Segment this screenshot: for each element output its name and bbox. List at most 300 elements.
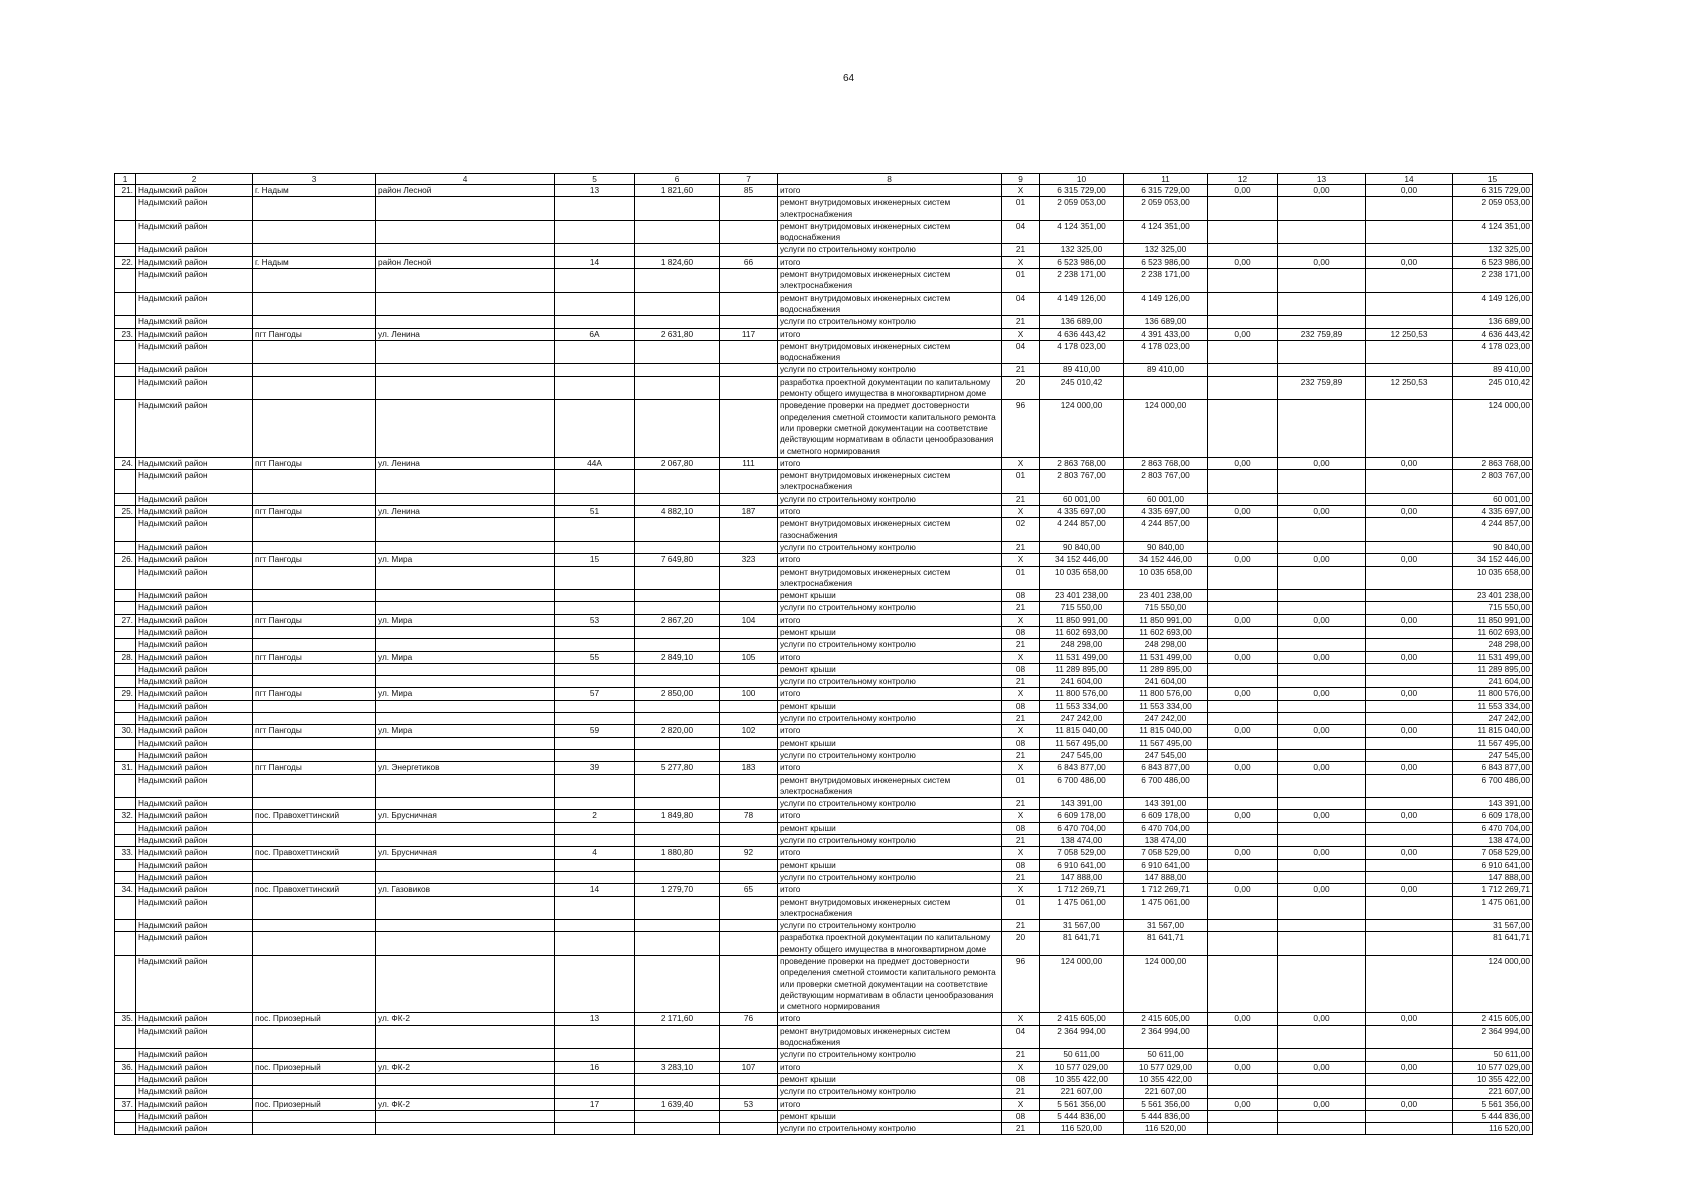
house-cell — [555, 932, 635, 956]
settlement-cell — [253, 626, 376, 638]
col12-cell: 0,00 — [1208, 725, 1278, 737]
settlement-cell: пос. Приозерный — [253, 1061, 376, 1073]
col13-cell: 0,00 — [1278, 614, 1366, 626]
residents-cell — [720, 1123, 778, 1135]
street-cell: ул. ФК-2 — [376, 1013, 555, 1025]
col14-cell — [1366, 316, 1453, 328]
col15-cell: 10 577 029,00 — [1453, 1061, 1533, 1073]
area-cell — [635, 676, 720, 688]
house-cell — [555, 1086, 635, 1098]
col14-cell: 0,00 — [1366, 847, 1453, 859]
col15-cell: 6 843 877,00 — [1453, 762, 1533, 774]
col15-cell: 11 800 576,00 — [1453, 688, 1533, 700]
work-code-cell: 01 — [1002, 269, 1040, 293]
row-number: 33. — [115, 847, 136, 859]
row-number — [115, 700, 136, 712]
col15-cell: 136 689,00 — [1453, 316, 1533, 328]
col15-cell: 143 391,00 — [1453, 798, 1533, 810]
table-row — [115, 798, 1533, 810]
settlement-cell — [253, 541, 376, 553]
column-header-8: 8 — [778, 174, 1002, 185]
house-cell: 15 — [555, 554, 635, 566]
settlement-cell — [253, 713, 376, 725]
work-code-cell: 01 — [1002, 774, 1040, 798]
house-cell — [555, 871, 635, 883]
area-cell — [635, 639, 720, 651]
house-cell — [555, 896, 635, 920]
area-cell — [635, 340, 720, 364]
area-cell: 2 820,00 — [635, 725, 720, 737]
street-cell — [376, 859, 555, 871]
work-type-cell: ремонт внутридомовых инженерных систем электроснабжения — [778, 470, 1002, 494]
district-cell: Надымский район — [136, 956, 253, 1013]
row-number — [115, 626, 136, 638]
total-cost-cell: 11 553 334,00 — [1040, 700, 1124, 712]
street-cell — [376, 470, 555, 494]
total-cost-cell: 2 238 171,00 — [1040, 269, 1124, 293]
work-type-cell: проведение проверки на предмет достоверности определения сметной стоимости капитального ремонта или проверки сметной документации на соответствие действующим нормативам в области ценообразования и сметного нормирования — [778, 400, 1002, 457]
district-cell: Надымский район — [136, 871, 253, 883]
column-header-1: 1 — [115, 174, 136, 185]
row-number — [115, 835, 136, 847]
col15-cell: 2 059 053,00 — [1453, 197, 1533, 221]
work-code-cell: 21 — [1002, 493, 1040, 505]
district-cell: Надымский район — [136, 1098, 253, 1110]
fund-cost-cell: 11 289 895,00 — [1124, 663, 1208, 675]
fund-cost-cell: 89 410,00 — [1124, 364, 1208, 376]
district-cell: Надымский район — [136, 651, 253, 663]
work-type-cell: разработка проектной документации по капитальному ремонту общего имущества в многоквартирном доме — [778, 932, 1002, 956]
house-cell: 57 — [555, 688, 635, 700]
col14-cell — [1366, 364, 1453, 376]
row-number — [115, 713, 136, 725]
table-row — [115, 470, 1533, 494]
total-cost-cell: 11 850 991,00 — [1040, 614, 1124, 626]
area-cell: 4 882,10 — [635, 506, 720, 518]
col12-cell: 0,00 — [1208, 1013, 1278, 1025]
col15-cell: 11 289 895,00 — [1453, 663, 1533, 675]
table-row — [115, 847, 1533, 859]
col13-cell — [1278, 713, 1366, 725]
col15-cell: 1 712 269,71 — [1453, 884, 1533, 896]
col14-cell: 0,00 — [1366, 506, 1453, 518]
area-cell: 7 649,80 — [635, 554, 720, 566]
street-cell — [376, 871, 555, 883]
fund-cost-cell: 6 523 986,00 — [1124, 256, 1208, 268]
street-cell — [376, 541, 555, 553]
col13-cell — [1278, 244, 1366, 256]
area-cell — [635, 737, 720, 749]
table-row — [115, 859, 1533, 871]
col14-cell — [1366, 269, 1453, 293]
col14-cell: 0,00 — [1366, 810, 1453, 822]
col13-cell — [1278, 493, 1366, 505]
residents-cell — [720, 749, 778, 761]
settlement-cell — [253, 220, 376, 244]
row-number: 24. — [115, 457, 136, 469]
settlement-cell — [253, 737, 376, 749]
house-cell: 16 — [555, 1061, 635, 1073]
district-cell: Надымский район — [136, 316, 253, 328]
col12-cell — [1208, 626, 1278, 638]
house-cell — [555, 1025, 635, 1049]
residents-cell — [720, 663, 778, 675]
table-row — [115, 185, 1533, 197]
street-cell — [376, 590, 555, 602]
district-cell: Надымский район — [136, 1086, 253, 1098]
column-header-14: 14 — [1366, 174, 1453, 185]
col13-cell — [1278, 1025, 1366, 1049]
col15-cell: 4 178 023,00 — [1453, 340, 1533, 364]
residents-cell — [720, 737, 778, 749]
col13-cell — [1278, 676, 1366, 688]
fund-cost-cell: 11 850 991,00 — [1124, 614, 1208, 626]
fund-cost-cell: 247 242,00 — [1124, 713, 1208, 725]
col15-cell: 11 531 499,00 — [1453, 651, 1533, 663]
col12-cell: 0,00 — [1208, 554, 1278, 566]
settlement-cell — [253, 859, 376, 871]
col13-cell — [1278, 1086, 1366, 1098]
col13-cell — [1278, 639, 1366, 651]
col12-cell: 0,00 — [1208, 1098, 1278, 1110]
fund-cost-cell: 6 843 877,00 — [1124, 762, 1208, 774]
residents-cell — [720, 400, 778, 457]
col14-cell — [1366, 1025, 1453, 1049]
work-type-cell: ремонт крыши — [778, 700, 1002, 712]
residents-cell — [720, 835, 778, 847]
col14-cell — [1366, 956, 1453, 1013]
column-header-12: 12 — [1208, 174, 1278, 185]
residents-cell — [720, 220, 778, 244]
total-cost-cell: 136 689,00 — [1040, 316, 1124, 328]
row-number: 22. — [115, 256, 136, 268]
col15-cell: 5 444 836,00 — [1453, 1110, 1533, 1122]
area-cell: 2 849,10 — [635, 651, 720, 663]
residents-cell — [720, 932, 778, 956]
col13-cell: 0,00 — [1278, 1098, 1366, 1110]
col15-cell: 6 609 178,00 — [1453, 810, 1533, 822]
total-cost-cell: 10 035 658,00 — [1040, 566, 1124, 590]
col13-cell — [1278, 700, 1366, 712]
street-cell — [376, 626, 555, 638]
work-type-cell: итого — [778, 1013, 1002, 1025]
table-row — [115, 256, 1533, 268]
house-cell: 55 — [555, 651, 635, 663]
table-row — [115, 700, 1533, 712]
col13-cell: 0,00 — [1278, 554, 1366, 566]
total-cost-cell: 248 298,00 — [1040, 639, 1124, 651]
fund-cost-cell: 4 391 433,00 — [1124, 328, 1208, 340]
fund-cost-cell: 143 391,00 — [1124, 798, 1208, 810]
work-code-cell: 96 — [1002, 400, 1040, 457]
work-type-cell: услуги по строительному контролю — [778, 541, 1002, 553]
col12-cell: 0,00 — [1208, 762, 1278, 774]
house-cell: 13 — [555, 1013, 635, 1025]
col13-cell: 0,00 — [1278, 506, 1366, 518]
work-code-cell: 20 — [1002, 376, 1040, 400]
col13-cell — [1278, 400, 1366, 457]
street-cell: ул. Ленина — [376, 328, 555, 340]
col13-cell: 0,00 — [1278, 762, 1366, 774]
district-cell: Надымский район — [136, 590, 253, 602]
district-cell: Надымский район — [136, 566, 253, 590]
col13-cell: 0,00 — [1278, 185, 1366, 197]
col14-cell — [1366, 835, 1453, 847]
area-cell — [635, 822, 720, 834]
table-row — [115, 1098, 1533, 1110]
table-row — [115, 328, 1533, 340]
table-row — [115, 518, 1533, 542]
fund-cost-cell: 1 475 061,00 — [1124, 896, 1208, 920]
work-type-cell: итого — [778, 725, 1002, 737]
work-type-cell: услуги по строительному контролю — [778, 835, 1002, 847]
house-cell: 53 — [555, 614, 635, 626]
row-number — [115, 1073, 136, 1085]
settlement-cell — [253, 292, 376, 316]
work-type-cell: итого — [778, 506, 1002, 518]
table-row — [115, 932, 1533, 956]
district-cell: Надымский район — [136, 1110, 253, 1122]
col15-cell: 221 607,00 — [1453, 1086, 1533, 1098]
table-row — [115, 1013, 1533, 1025]
table-row — [115, 884, 1533, 896]
work-type-cell: ремонт внутридомовых инженерных систем электроснабжения — [778, 896, 1002, 920]
street-cell — [376, 1025, 555, 1049]
residents-cell — [720, 822, 778, 834]
total-cost-cell: 4 335 697,00 — [1040, 506, 1124, 518]
col15-cell: 50 611,00 — [1453, 1049, 1533, 1061]
col12-cell — [1208, 1049, 1278, 1061]
settlement-cell — [253, 822, 376, 834]
street-cell — [376, 822, 555, 834]
work-type-cell: ремонт крыши — [778, 626, 1002, 638]
row-number — [115, 749, 136, 761]
house-cell — [555, 920, 635, 932]
settlement-cell — [253, 871, 376, 883]
area-cell: 1 639,40 — [635, 1098, 720, 1110]
table-row — [115, 626, 1533, 638]
total-cost-cell: 143 391,00 — [1040, 798, 1124, 810]
house-cell: 59 — [555, 725, 635, 737]
work-type-cell: ремонт внутридомовых инженерных систем электроснабжения — [778, 197, 1002, 221]
fund-cost-cell: 6 910 641,00 — [1124, 859, 1208, 871]
residents-cell — [720, 774, 778, 798]
table-row — [115, 1049, 1533, 1061]
col15-cell: 4 244 857,00 — [1453, 518, 1533, 542]
work-type-cell: ремонт крыши — [778, 590, 1002, 602]
row-number: 23. — [115, 328, 136, 340]
col13-cell: 232 759,89 — [1278, 376, 1366, 400]
area-cell — [635, 244, 720, 256]
table-row — [115, 602, 1533, 614]
residents-cell: 100 — [720, 688, 778, 700]
house-cell: 13 — [555, 185, 635, 197]
col14-cell: 0,00 — [1366, 256, 1453, 268]
col15-cell: 147 888,00 — [1453, 871, 1533, 883]
area-cell: 1 880,80 — [635, 847, 720, 859]
work-code-cell: 21 — [1002, 676, 1040, 688]
work-code-cell: 01 — [1002, 470, 1040, 494]
col12-cell: 0,00 — [1208, 328, 1278, 340]
work-type-cell: ремонт внутридомовых инженерных систем водоснабжения — [778, 292, 1002, 316]
col13-cell: 0,00 — [1278, 847, 1366, 859]
col12-cell — [1208, 932, 1278, 956]
fund-cost-cell: 4 335 697,00 — [1124, 506, 1208, 518]
district-cell: Надымский район — [136, 626, 253, 638]
work-type-cell: ремонт внутридомовых инженерных систем водоснабжения — [778, 340, 1002, 364]
table-row — [115, 292, 1533, 316]
total-cost-cell: 6 700 486,00 — [1040, 774, 1124, 798]
col15-cell: 2 364 994,00 — [1453, 1025, 1533, 1049]
col15-cell: 241 604,00 — [1453, 676, 1533, 688]
col12-cell — [1208, 1086, 1278, 1098]
col12-cell — [1208, 774, 1278, 798]
settlement-cell: пгт Пангоды — [253, 328, 376, 340]
settlement-cell — [253, 316, 376, 328]
work-type-cell: итого — [778, 554, 1002, 566]
table-row — [115, 725, 1533, 737]
area-cell — [635, 626, 720, 638]
col13-cell — [1278, 1049, 1366, 1061]
street-cell — [376, 896, 555, 920]
row-number — [115, 1025, 136, 1049]
table-row — [115, 376, 1533, 400]
work-type-cell: услуги по строительному контролю — [778, 316, 1002, 328]
residents-cell — [720, 871, 778, 883]
col13-cell: 0,00 — [1278, 688, 1366, 700]
total-cost-cell: 2 364 994,00 — [1040, 1025, 1124, 1049]
col15-cell: 1 475 061,00 — [1453, 896, 1533, 920]
total-cost-cell: 2 415 605,00 — [1040, 1013, 1124, 1025]
total-cost-cell: 6 523 986,00 — [1040, 256, 1124, 268]
work-code-cell: X — [1002, 725, 1040, 737]
fund-cost-cell: 124 000,00 — [1124, 400, 1208, 457]
row-number — [115, 364, 136, 376]
col13-cell — [1278, 1073, 1366, 1085]
col12-cell: 0,00 — [1208, 810, 1278, 822]
settlement-cell — [253, 835, 376, 847]
residents-cell: 187 — [720, 506, 778, 518]
street-cell: ул. Мира — [376, 614, 555, 626]
fund-cost-cell: 136 689,00 — [1124, 316, 1208, 328]
col14-cell: 0,00 — [1366, 884, 1453, 896]
fund-cost-cell: 10 577 029,00 — [1124, 1061, 1208, 1073]
table-row — [115, 1110, 1533, 1122]
col12-cell — [1208, 364, 1278, 376]
page-number: 64 — [842, 73, 855, 84]
area-cell — [635, 932, 720, 956]
work-code-cell: X — [1002, 651, 1040, 663]
work-code-cell: 04 — [1002, 340, 1040, 364]
col13-cell: 0,00 — [1278, 256, 1366, 268]
house-cell — [555, 713, 635, 725]
total-cost-cell: 5 444 836,00 — [1040, 1110, 1124, 1122]
row-number — [115, 269, 136, 293]
district-cell: Надымский район — [136, 1025, 253, 1049]
settlement-cell: пгт Пангоды — [253, 506, 376, 518]
table-row — [115, 566, 1533, 590]
work-code-cell: X — [1002, 614, 1040, 626]
district-cell: Надымский район — [136, 518, 253, 542]
settlement-cell: пгт Пангоды — [253, 554, 376, 566]
settlement-cell — [253, 566, 376, 590]
col14-cell — [1366, 1049, 1453, 1061]
total-cost-cell: 10 355 422,00 — [1040, 1073, 1124, 1085]
house-cell — [555, 269, 635, 293]
col13-cell — [1278, 566, 1366, 590]
total-cost-cell: 247 242,00 — [1040, 713, 1124, 725]
total-cost-cell: 11 289 895,00 — [1040, 663, 1124, 675]
area-cell: 1 279,70 — [635, 884, 720, 896]
district-cell: Надымский район — [136, 1049, 253, 1061]
column-header-15: 15 — [1453, 174, 1533, 185]
settlement-cell — [253, 1086, 376, 1098]
row-number — [115, 376, 136, 400]
area-cell — [635, 774, 720, 798]
residents-cell: 53 — [720, 1098, 778, 1110]
col12-cell — [1208, 340, 1278, 364]
col13-cell — [1278, 541, 1366, 553]
settlement-cell: пос. Приозерный — [253, 1098, 376, 1110]
work-code-cell: X — [1002, 688, 1040, 700]
col13-cell — [1278, 1123, 1366, 1135]
house-cell — [555, 400, 635, 457]
residents-cell: 66 — [720, 256, 778, 268]
col15-cell: 2 415 605,00 — [1453, 1013, 1533, 1025]
residents-cell: 323 — [720, 554, 778, 566]
area-cell — [635, 663, 720, 675]
residents-cell — [720, 639, 778, 651]
house-cell — [555, 590, 635, 602]
col14-cell — [1366, 639, 1453, 651]
col14-cell — [1366, 713, 1453, 725]
fund-cost-cell: 2 238 171,00 — [1124, 269, 1208, 293]
row-number — [115, 871, 136, 883]
col13-cell: 232 759,89 — [1278, 328, 1366, 340]
house-cell: 17 — [555, 1098, 635, 1110]
total-cost-cell: 147 888,00 — [1040, 871, 1124, 883]
area-cell — [635, 400, 720, 457]
house-cell — [555, 774, 635, 798]
col13-cell — [1278, 749, 1366, 761]
district-cell: Надымский район — [136, 920, 253, 932]
district-cell: Надымский район — [136, 340, 253, 364]
house-cell — [555, 602, 635, 614]
col13-cell — [1278, 920, 1366, 932]
residents-cell — [720, 376, 778, 400]
fund-cost-cell: 715 550,00 — [1124, 602, 1208, 614]
settlement-cell — [253, 197, 376, 221]
work-code-cell: X — [1002, 884, 1040, 896]
work-code-cell: 21 — [1002, 639, 1040, 651]
col15-cell: 10 035 658,00 — [1453, 566, 1533, 590]
house-cell: 14 — [555, 884, 635, 896]
row-number — [115, 197, 136, 221]
district-cell: Надымский район — [136, 328, 253, 340]
house-cell: 44А — [555, 457, 635, 469]
house-cell — [555, 798, 635, 810]
total-cost-cell: 34 152 446,00 — [1040, 554, 1124, 566]
work-type-cell: ремонт крыши — [778, 663, 1002, 675]
col12-cell — [1208, 871, 1278, 883]
work-type-cell: итого — [778, 1098, 1002, 1110]
fund-cost-cell: 6 470 704,00 — [1124, 822, 1208, 834]
col12-cell — [1208, 493, 1278, 505]
total-cost-cell: 124 000,00 — [1040, 956, 1124, 1013]
work-code-cell: 21 — [1002, 713, 1040, 725]
district-cell: Надымский район — [136, 244, 253, 256]
col14-cell: 0,00 — [1366, 762, 1453, 774]
